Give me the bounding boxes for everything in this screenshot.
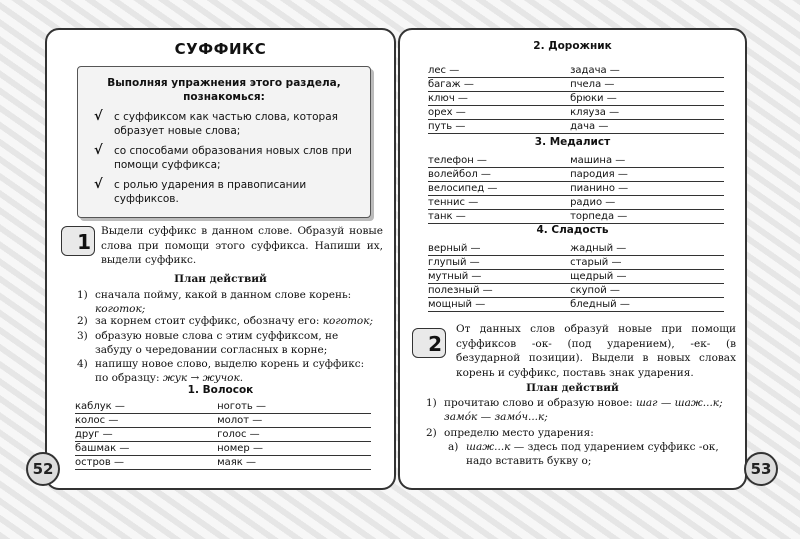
plan-step: 1) прочитаю слово и образую новое: шаг — шаж...к; замóк — замóч...к; <box>426 397 723 423</box>
exercise-task: Выдели суффикс в данном слове. Образуй новые слова при помощи этого суффикса. Напиши их, выдели суффикс. <box>101 225 383 266</box>
word-group-title: 2. Дорожник <box>533 40 612 52</box>
example-word: шаж...к — <box>466 441 525 453</box>
word-list <box>428 242 724 312</box>
plan-step: 2) определю место ударения: <box>426 427 594 439</box>
word-row: орех — кляуза — <box>428 106 724 120</box>
plan-step: 1) сначала пойму, какой в данном слове корень: коготок; <box>77 289 352 315</box>
word-list <box>75 400 371 470</box>
check-icon: √ <box>94 143 103 158</box>
section-title: СУФФИКС <box>174 40 267 58</box>
word-group-title: 3. Медалист <box>534 136 611 148</box>
plan-step: а) шаж...к — здесь под ударением суффикс -ок, надо вставить букву о; <box>448 441 719 467</box>
word-row: друг — голос — <box>75 428 371 442</box>
exercise-number-icon: 2 <box>412 328 446 358</box>
intro-item: √ с ролью ударения в правописании суффиксов. <box>94 177 307 205</box>
intro-item: √ с суффиксом как частью слова, которая образует новые слова; <box>94 109 338 137</box>
plan-step: 3) образую новые слова с этим суффиксом, не забуду о чередовании согласных в корне; <box>77 330 339 356</box>
intro-heading: Выполняя упражнения этого раздела, познакомься: <box>107 77 341 103</box>
word-row: ключ — брюки — <box>428 92 724 106</box>
plan-title: План действий <box>526 382 619 394</box>
word-row: теннис — радио — <box>428 196 724 210</box>
example-word: жук → жучок. <box>162 372 244 384</box>
exercise-task: От данных слов образуй новые при помощи суффиксов -ок- (под ударением), -ек- (в безударной позиции). Выдели в новых словах корень и суффикс, поставь знак ударения. <box>456 323 736 379</box>
example-word: коготок; <box>95 303 146 315</box>
word-row: волейбол — пародия — <box>428 168 724 182</box>
word-list <box>428 154 724 224</box>
word-list <box>428 64 724 134</box>
word-row: верный — жадный — <box>428 242 724 256</box>
word-row: велосипед — пианино — <box>428 182 724 196</box>
word-row: каблук — ноготь — <box>75 400 371 414</box>
word-row: телефон — машина — <box>428 154 724 168</box>
example-word: шаг — шаж...к; замóк — замóч...к; <box>444 397 723 423</box>
word-row: мутный — щедрый — <box>428 270 724 284</box>
left-page <box>45 28 396 490</box>
word-row: танк — торпеда — <box>428 210 724 224</box>
word-row: глупый — старый — <box>428 256 724 270</box>
word-row: полезный — скупой — <box>428 284 724 298</box>
word-row: остров — маяк — <box>75 456 371 470</box>
plan-title: План действий <box>174 273 267 285</box>
intro-item: √ со способами образования новых слов при помощи суффикса; <box>94 143 352 171</box>
exercise-number-icon: 1 <box>61 226 95 256</box>
page-number: 52 <box>26 452 60 486</box>
plan-step: 2) за корнем стоит суффикс, обозначу его: коготок; <box>77 315 374 327</box>
word-group-title: 1. Волосок <box>187 384 254 396</box>
word-row: багаж — пчела — <box>428 78 724 92</box>
word-row: путь — дача — <box>428 120 724 134</box>
right-page <box>398 28 747 490</box>
word-row: башмак — номер — <box>75 442 371 456</box>
check-icon: √ <box>94 177 103 192</box>
word-row: мощный — бледный — <box>428 298 724 312</box>
word-row: лес — задача — <box>428 64 724 78</box>
word-row: колос — молот — <box>75 414 371 428</box>
intro-box <box>77 66 371 218</box>
check-icon: √ <box>94 109 103 124</box>
word-group-title: 4. Сладость <box>536 224 609 236</box>
page-number: 53 <box>744 452 778 486</box>
plan-step: 4) напишу новое слово, выделю корень и суффикс: по образцу: жук → жучок. <box>77 358 365 384</box>
example-word: коготок; <box>322 315 374 327</box>
